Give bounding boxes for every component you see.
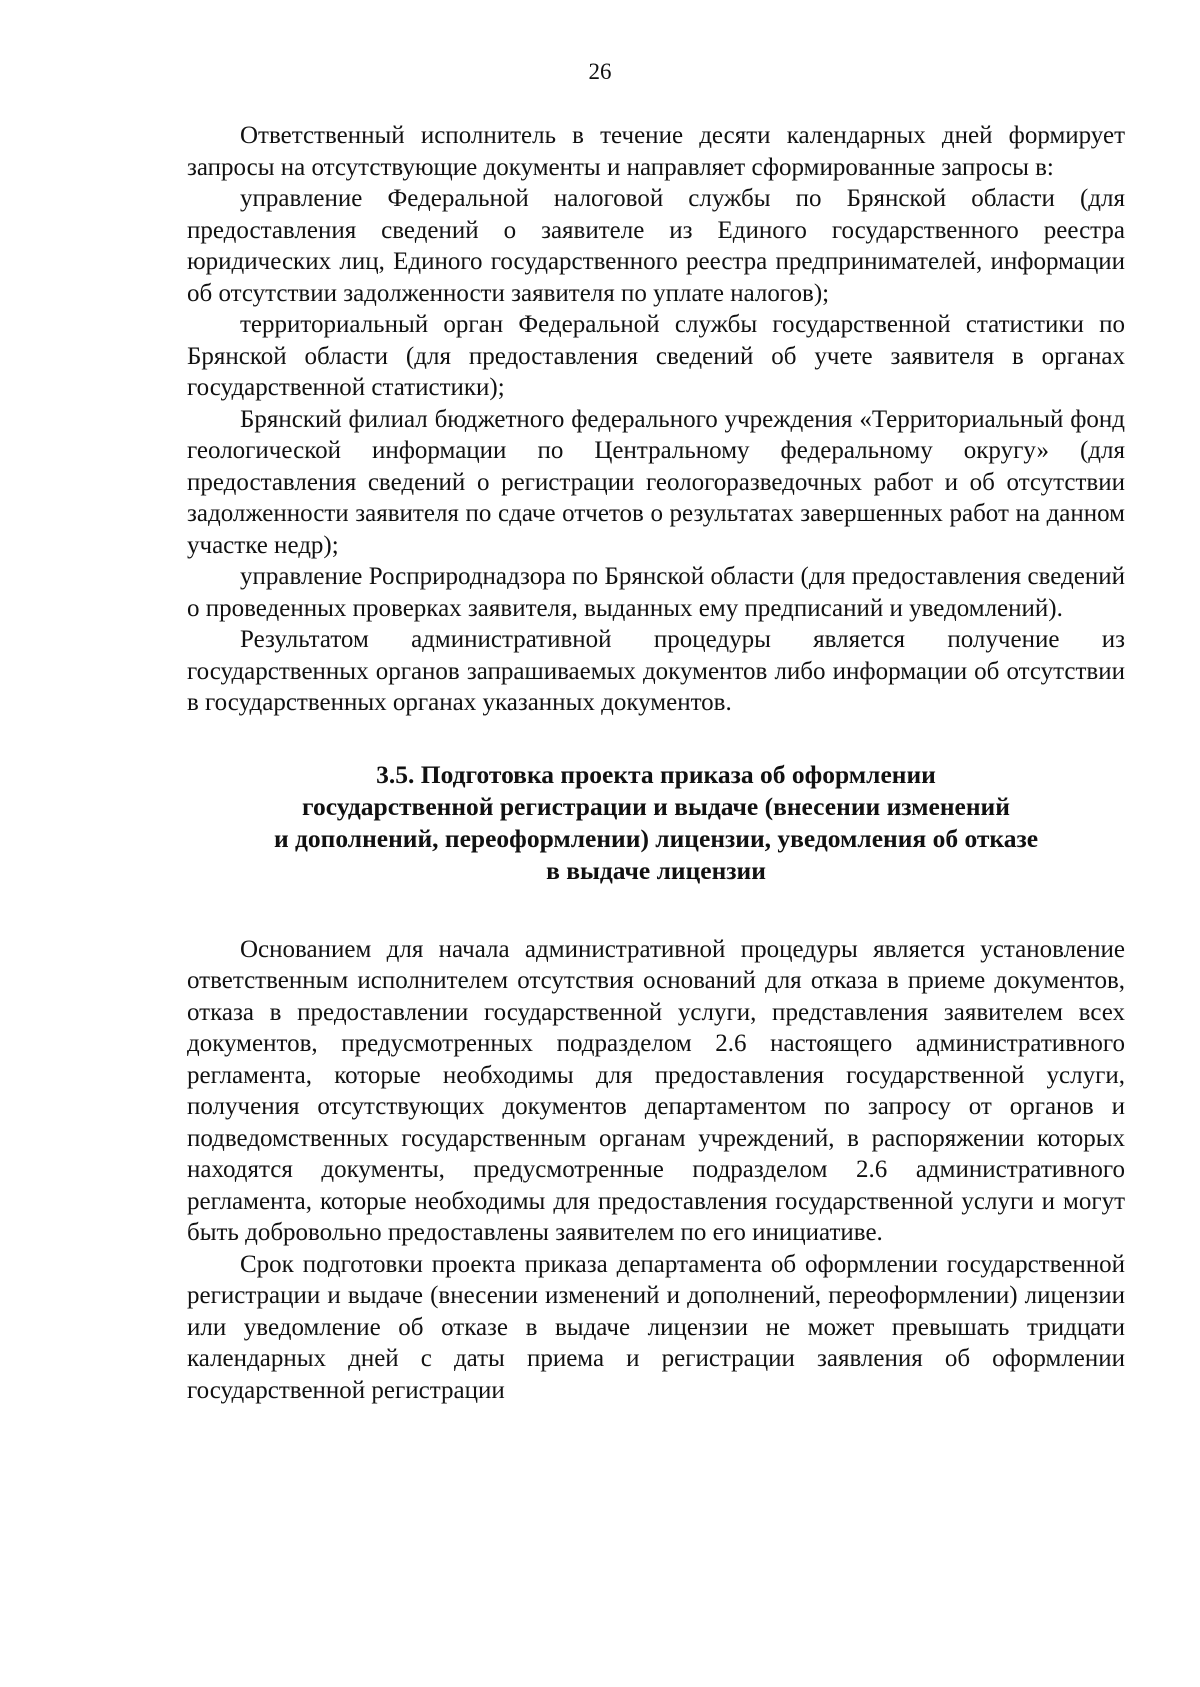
paragraph-statistics: территориальный орган Федеральной службы государственной статистики по Брянской области (для предоставления сведений об учете заявителя в органах государственной статистики);: [187, 311, 1125, 401]
document-body: [187, 120, 1125, 1406]
section-heading-line: и дополнений, переоформлении) лицензии, уведомления об отказе: [273, 823, 1039, 853]
paragraph-requests-intro: Ответственный исполнитель в течение десяти календарных дней формирует запросы на отсутствующие документы и направляет сформированные запросы в:: [187, 122, 1125, 181]
page-number: 26: [588, 59, 612, 84]
paragraph-preparation-term: Срок подготовки проекта приказа департамента об оформлении государственной регистрации и выдаче (внесении изменений и дополнений, переоформлении) лицензии или уведомление об отказе в выдаче лицензии не может превышать тридцати календарных дней с даты приема и регистрации заявления об оформлении государственной регистрации: [187, 1250, 1125, 1404]
section-heading-line: государственной регистрации и выдаче (внесении изменений: [302, 791, 1010, 821]
section-heading-line: 3.5. Подготовка проекта приказа об оформлении: [376, 759, 936, 789]
paragraph-tax-service: управление Федеральной налоговой службы по Брянской области (для предоставления сведений о заявителе из Единого государственного реестра юридических лиц, Единого государственного реестра предпринимателей, информации об отсутствии задолженности заявителя по уплате налогов);: [187, 185, 1125, 307]
paragraph-procedure-result: Результатом административной процедуры является получение из государственных органов запрашиваемых документов либо информации об отсутствии в государственных органах указанных документов.: [187, 626, 1125, 716]
section-heading: [187, 759, 1125, 887]
paragraph-procedure-basis: Основанием для начала административной процедуры является установление ответственным исполнителем отсутствия оснований для отказа в приеме документов, отказа в предоставлении государственной услуги, представления заявителем всех документов, предусмотренных подразделом 2.6 настоящего административного регламента, которые необходимы для предоставления государственной услуги, получения отсутствующих документов департаментом по запросу от органов и подведомственных государственным органам учреждений, в распоряжении которых находятся документы, предусмотренные подразделом 2.6 административного регламента, которые необходимы для предоставления государственной услуги и могут быть добровольно предоставлены заявителем по его инициативе.: [187, 935, 1125, 1246]
paragraph-rosprirodnadzor: управление Росприроднадзора по Брянской области (для предоставления сведений о проведенных проверках заявителя, выданных ему предписаний и уведомлений).: [187, 563, 1125, 622]
paragraph-geology-fund: Брянский филиал бюджетного федерального учреждения «Территориальный фонд геологической информации по Центральному федеральному округу» (для предоставления сведений о регистрации геологоразведочных работ и об отсутствии задолженности заявителя по сдаче отчетов о результатах завершенных работ на данном участке недр);: [187, 405, 1125, 559]
section-heading-line: в выдаче лицензии: [546, 855, 766, 885]
